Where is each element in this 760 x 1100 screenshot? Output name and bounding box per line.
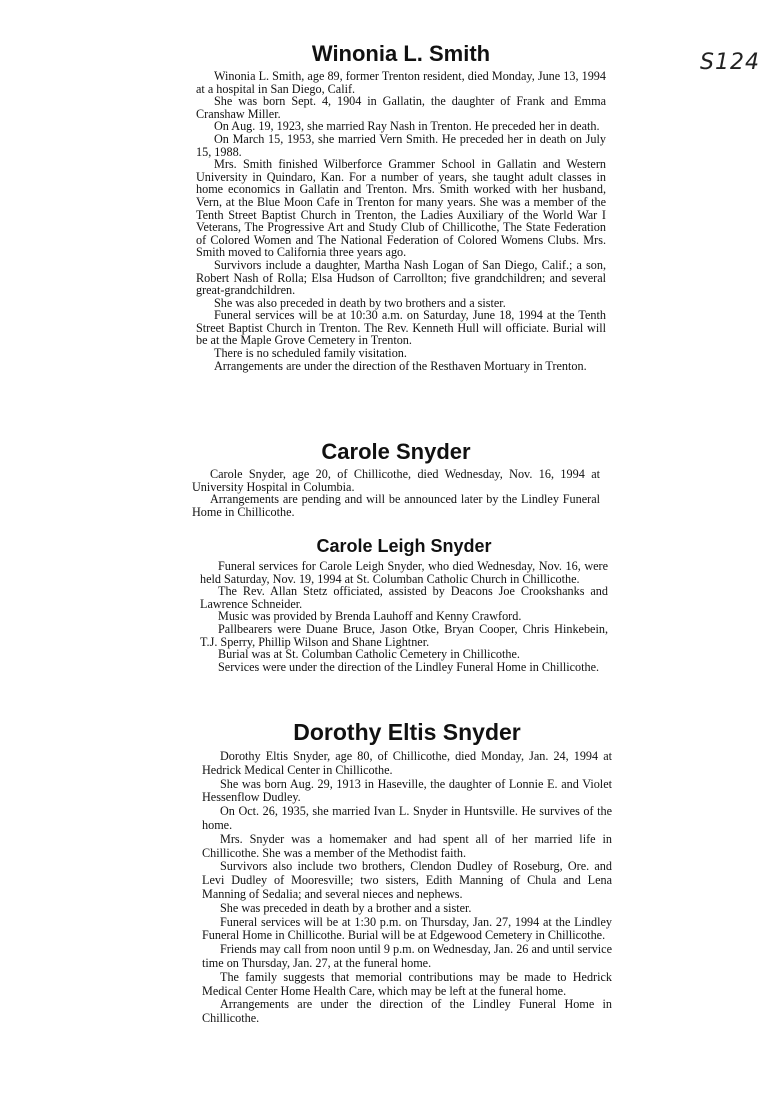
obituary-title: Carole Leigh Snyder	[316, 536, 492, 556]
obituary-paragraph: Funeral services will be at 10:30 a.m. on Saturday, June 18, 1994 at the Tenth Street Baptist Church in Trenton. The Rev. Kenneth Hull will officiate. Burial will be at the Maple Grove Cemetery in Trenton.	[196, 308, 606, 348]
obituary-paragraph: The Rev. Allan Stetz officiated, assisted by Deacons Joe Crookshanks and Lawrence Schneider.	[200, 584, 608, 611]
obituary-paragraph: Mrs. Smith finished Wilberforce Grammer School in Gallatin and Western University in Quindaro, Kan. For a number of years, she taught adult classes in home economics in Gallatin and Trenton. Mrs. Smith worked with her husband, Vern, at the Blue Moon Cafe in Trenton for many years. She was a member of the Tenth Street Baptist Church in Trenton, the Ladies Auxiliary of the World War I Veterans, The Progressive Art and Study Club of Chillicothe, The State Federation of Colored Women and The National Federation of Colored Womens Clubs. Mrs. Smith moved to California three years ago.	[196, 157, 606, 260]
obituary-paragraph: Arrangements are under the direction of the Lindley Funeral Home in Chillicothe.	[202, 997, 612, 1026]
obituary-carole-leigh-snyder	[200, 534, 608, 673]
obituary-paragraph: Funeral services will be at 1:30 p.m. on Thursday, Jan. 27, 1994 at the Lindley Funeral Home in Chillicothe. Burial will be at Edgewood Cemetery in Chillicothe.	[202, 914, 612, 943]
obituary-carole-snyder	[192, 438, 600, 518]
obituary-paragraph: She was preceded in death by a brother and a sister.	[220, 900, 472, 915]
obituary-paragraph: Mrs. Snyder was a homemaker and had spent all of her married life in Chillicothe. She was a member of the Methodist faith.	[202, 831, 612, 860]
obituary-paragraph: Carole Snyder, age 20, of Chillicothe, died Wednesday, Nov. 16, 1994 at University Hospital in Columbia.	[192, 467, 600, 494]
handwritten-annotation: S124	[700, 50, 760, 75]
obituary-paragraph: On March 15, 1953, she married Vern Smith. He preceded her in death on July 15, 1988.	[196, 131, 606, 159]
obituary-paragraph: Survivors include a daughter, Martha Nash Logan of San Diego, Calif.; a son, Robert Nash of Rolla; Elsa Hudson of Carrollton; five grandchildren; and several great-grandchildren.	[196, 257, 606, 298]
obituary-paragraph: There is no scheduled family visitation.	[214, 346, 407, 361]
obituary-paragraph: Burial was at St. Columban Catholic Cemetery in Chillicothe.	[218, 647, 520, 662]
obituary-paragraph: On Aug. 19, 1923, she married Ray Nash in Trenton. He preceded her in death.	[214, 119, 600, 134]
obituary-paragraph: The family suggests that memorial contributions may be made to Hedrick Medical Center Home Health Care, which may be left at the funeral home.	[202, 969, 612, 998]
obituary-title: Carole Snyder	[321, 439, 471, 464]
obituary-paragraph: Winonia L. Smith, age 89, former Trenton resident, died Monday, June 13, 1994 at a hospital in San Diego, Calif.	[196, 69, 606, 96]
obituary-paragraph: She was also preceded in death by two brothers and a sister.	[214, 295, 506, 310]
obituary-title: Winonia L. Smith	[311, 41, 491, 66]
obituary-paragraph: Survivors also include two brothers, Clendon Dudley of Roseburg, Ore. and Levi Dudley of Mooresville; two sisters, Edith Manning of Chula and Lena Manning of Sedalia; and several nieces and nephews.	[202, 859, 612, 901]
obituary-winonia-smith	[196, 40, 606, 372]
obituary-paragraph: Arrangements are pending and will be announced later by the Lindley Funeral Home in Chillicothe.	[192, 492, 600, 519]
obituary-title: Dorothy Eltis Snyder	[293, 719, 521, 745]
obituary-paragraph: Music was provided by Brenda Lauhoff and Kenny Crawford.	[218, 609, 522, 624]
obituary-paragraph: Dorothy Eltis Snyder, age 80, of Chillicothe, died Monday, Jan. 24, 1994 at Hedrick Medical Center in Chillicothe.	[202, 749, 612, 777]
obituary-paragraph: Arrangements are under the direction of the Resthaven Mortuary in Trenton.	[214, 358, 587, 373]
obituary-paragraph: She was born Sept. 4, 1904 in Gallatin, the daughter of Frank and Emma Cranshaw Miller.	[196, 94, 606, 121]
obituary-paragraph: Pallbearers were Duane Bruce, Jason Otke, Bryan Cooper, Chris Hinkebein, T.J. Sperry, Phillip Wilson and Shane Lightner.	[200, 621, 608, 649]
obituary-paragraph: Funeral services for Carole Leigh Snyder, who died Wednesday, Nov. 16, were held Saturday, Nov. 19, 1994 at St. Columban Catholic Church in Chillicothe.	[200, 559, 608, 586]
obituary-paragraph: She was born Aug. 29, 1913 in Haseville, the daughter of Lonnie E. and Violet Hessenflow Dudley.	[202, 776, 612, 805]
obituary-paragraph: On Oct. 26, 1935, she married Ivan L. Snyder in Huntsville. He survives of the home.	[202, 804, 612, 832]
obituary-paragraph: Services were under the direction of the Lindley Funeral Home in Chillicothe.	[218, 659, 600, 674]
obituary-paragraph: Friends may call from noon until 9 p.m. on Wednesday, Jan. 26 and until service time on Thursday, Jan. 27, at the funeral home.	[202, 942, 612, 970]
obituary-dorothy-eltis-snyder	[202, 716, 612, 1026]
